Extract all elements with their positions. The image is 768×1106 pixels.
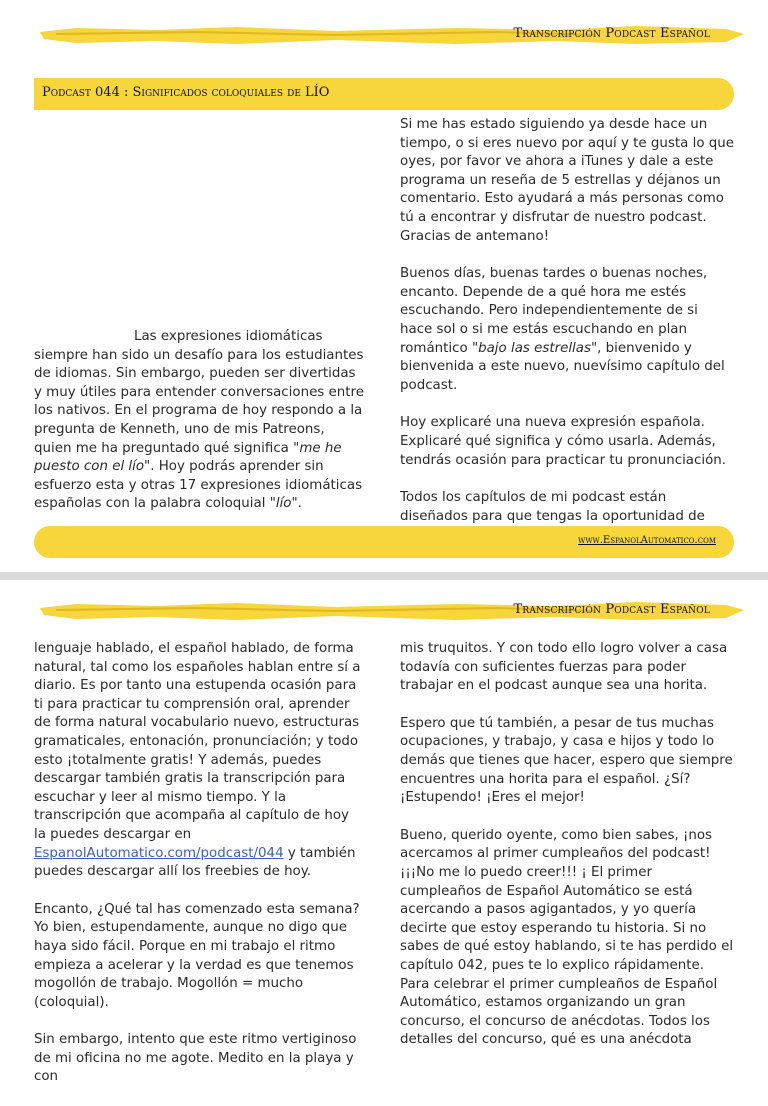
paragraph: Si me has estado siguiendo ya desde hace un tiempo, o si eres nuevo por aquí y te gusta lo que oyes, por favor ve ahora a iTunes y dale a este programa un reseña de 5 estrellas y déjanos un comentario. Esto ayudará a más personas como tú a encontrar y disfrutar de nuestro podcast. Gracias de antemano! — [400, 117, 734, 244]
paragraph: Espero que tú también, a pesar de tus muchas ocupaciones, y trabajo, y casa e hijos y todo lo demás que tienes que hacer, espero que siempre encuentres una horita para el español. ¿Sí? ¡Estupendo! ¡Eres el mejor! — [400, 715, 733, 806]
page-2 — [0, 580, 768, 1085]
page-separator — [0, 572, 768, 580]
header-brush-banner — [36, 596, 748, 626]
paragraph: Sin embargo, intento que este ritmo vertiginoso de mi oficina no me agote. Medito en la playa y con — [34, 1032, 357, 1085]
footer-url-link[interactable]: www.EspanolAutomatico.com — [578, 535, 716, 546]
transcript-link[interactable]: EspanolAutomatico.com/podcast/044 — [34, 845, 284, 861]
footer-bar — [34, 526, 734, 558]
paragraph: Bueno, querido oyente, como bien sabes, ¡nos acercamos al primer cumpleaños del podcast! ¡¡¡No me lo puedo creer!!! ¡ El primer cumpleaños de Español Automático se está acercando a pasos agigantados, y yo quería decirte que estoy esperando tu historia. Si no sabes de qué estoy hablando, si te has perdido el capítulo 042, pues te lo explico rápidamente. Para celebrar el primer cumpleaños de Español Automático, estamos organizando un gran concurso, el concurso de anécdotas. Todos los detalles del concurso, qué es una anécdota — [400, 827, 734, 1048]
intro-column — [34, 328, 366, 533]
paragraph: Buenos días, buenas tardes o buenas noches, encanto. Depende de a qué hora me estés escuchando. Pero independientemente de si hace sol o si me estás escuchando en plan romántico "bajo las estrellas", bienvenido y bienvenida a este nuevo, nuevísimo capítulo del podcast. — [400, 266, 725, 393]
page2-right-column — [400, 640, 734, 1069]
page1-right-column — [400, 116, 734, 564]
episode-title: Podcast 044 : Significados coloquiales de LÍO — [42, 85, 330, 100]
page2-left-column — [34, 640, 364, 1106]
intro-paragraph: Las expresiones idiomáticas siempre han sido un desafío para los estudiantes de idiomas. Sin embargo, pueden ser divertidas y muy útiles para entender conversaciones entre los nativos. En el programa de hoy respondo a la pregunta de Kenneth, uno de mis Patreons, quien me ha preguntado qué significa "me he puesto con el lío". Hoy podrás aprender sin esfuerzo esta y otras 17 expresiones idiomáticas españolas con la palabra coloquial "lío". — [34, 329, 364, 512]
header-brush-banner — [36, 20, 748, 50]
header-label: Transcripción Podcast Español — [513, 26, 710, 41]
paragraph: Hoy explicaré una nueva expresión española. Explicaré qué significa y cómo usarla. Además, tendrás ocasión para practicar tu pronunciación. — [400, 415, 727, 468]
header-label: Transcripción Podcast Español — [513, 602, 710, 617]
paragraph: mis truquitos. Y con todo ello logro volver a casa todavía con suficientes fuerzas para poder trabajar en el podcast aunque sea una horita. — [400, 641, 728, 694]
episode-title-bar — [34, 78, 734, 110]
paragraph: lenguaje hablado, el español hablado, de forma natural, tal como los españoles hablan entre sí a diario. Es por tanto una estupenda ocasión para ti para practicar tu comprensión oral, aprender de forma natural vocabulario nuevo, estructuras gramaticales, entonación, pronunciación; y todo esto ¡totalmente gratis! Y además, puedes descargar también gratis la transcripción para escuchar y leer al mismo tiempo. Y la transcripción que acompaña al capítulo de hoy la puedes descargar en EspanolAutomatico.com/podcast/044 y también puedes descargar allí los freebies de hoy. — [34, 641, 361, 880]
paragraph: Todos los capítulos de mi podcast están diseñados para que tengas la oportunidad de — [400, 490, 705, 524]
paragraph: Encanto, ¿Qué tal has comenzado esta semana? Yo bien, estupendamente, aunque no digo que haya sido fácil. Porque en mi trabajo el ritmo empieza a acelerar y la verdad es que tenemos mogollón de trabajo. Mogollón = mucho (coloquial). — [34, 901, 360, 1010]
